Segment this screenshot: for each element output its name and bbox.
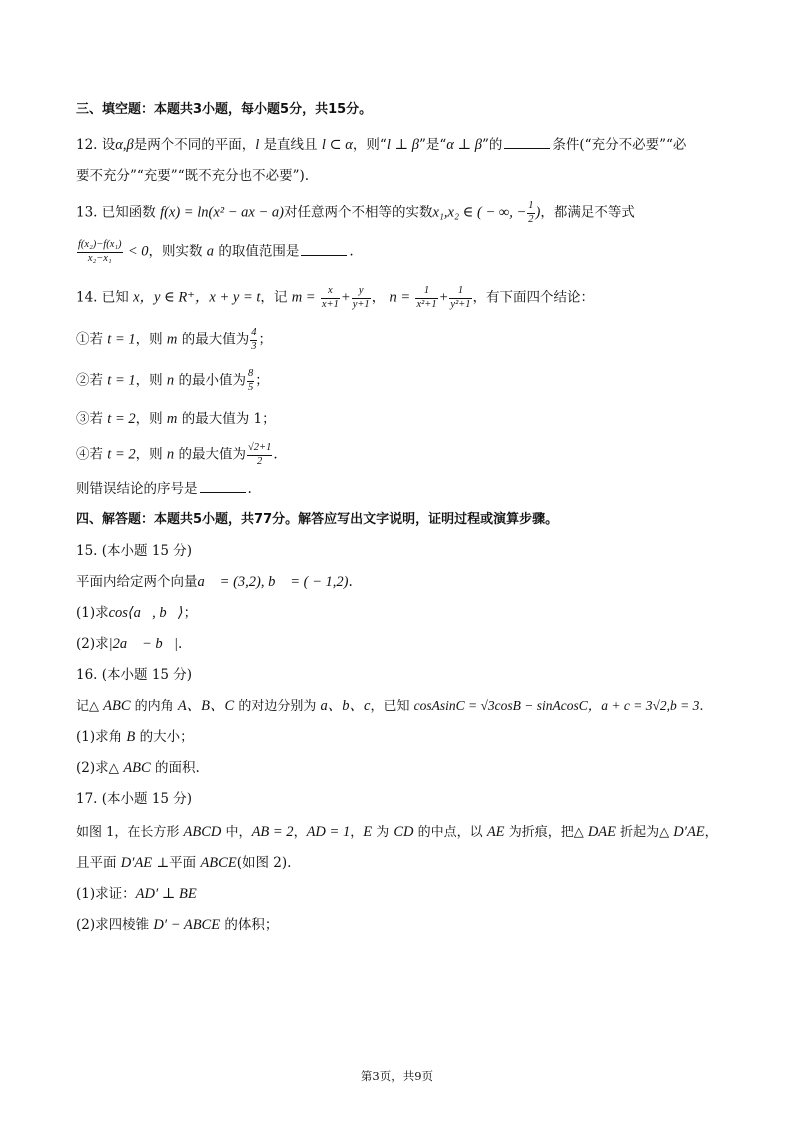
question-17-title: 17. (本小题 15 分) xyxy=(76,791,193,807)
question-16-stem: 记△ ABC 的内角 A、B、C 的对边分别为 a、b、c，已知 cosAsinC = √3cosB − sinAcosC，a + c = 3√2,b = 3. xyxy=(76,698,704,714)
question-14-conclusion-3: ③若 t = 2，则 m 的最大值为 1； xyxy=(76,411,276,427)
section-4-heading: 四、解答题：本题共5小题，共77分。解答应写出文字说明，证明过程或演算步骤。 xyxy=(76,512,559,527)
section-3-heading: 三、填空题：本题共3小题，每小题5分，共15分。 xyxy=(76,102,373,117)
fraction-sqrt2-plus-1-over-2: $\frac{√2+1}{2}$ xyxy=(247,442,272,467)
question-16-part-1: (1)求角 B 的大小； xyxy=(76,729,194,745)
question-14-conclusion-4: ④若 t = 2，则 n 的最大值为 $\frac{√2+1}{2}$ . xyxy=(76,442,278,467)
question-14-conclusion-2: ②若 t = 1，则 n 的最小值为 $\frac{8}{5}$ ； xyxy=(76,368,269,393)
question-15-part-1: (1)求cos⟨a⃗, b⃗⟩； xyxy=(76,605,198,621)
fraction-8-over-5: $\frac{8}{5}$ xyxy=(247,368,254,393)
answer-blank-13 xyxy=(301,243,347,256)
question-12-line-2: 要不充分”“充要”“既不充分也不必要”). xyxy=(76,168,310,184)
question-15-stem: 平面内给定两个向量a⃗ = (3,2), b⃗ = ( − 1,2). xyxy=(76,574,353,590)
page-number-footer: 第3页，共9页 xyxy=(360,1069,434,1083)
question-13-line-1: 13. 已知函数 f(x) = ln(x² − ax − a)对任意两个不相等的实数x₁,x₂ ∈ ( − ∞, − $\frac{1}{2}$ )，都满足不等式 xyxy=(76,200,635,225)
question-15-part-2: (2)求|2a⃗ − b⃗|. xyxy=(76,636,183,652)
answer-blank-12 xyxy=(504,136,550,149)
question-17-part-1: (1)求证：AD′ ⊥ BE xyxy=(76,886,197,902)
fraction-x-over-x-plus-1: $\frac{x}{x+1}$ xyxy=(321,285,339,310)
fraction-y-over-y-plus-1: $\frac{y}{y+1}$ xyxy=(352,285,370,310)
fraction-1-over-y2-plus-1: $\frac{1}{\text{y²+1}}$ xyxy=(450,285,471,310)
fraction-4-over-3: $\frac{4}{3}$ xyxy=(251,327,257,352)
question-17-stem-line-2: 且平面 D′AE ⊥平面 ABCE(如图 2). xyxy=(76,855,292,871)
question-14-line-1: 14. 已知 x，y ∈ R⁺，x + y = t，记 m = $\frac{x}{x+1}$ + $\frac{y}{y+1}$ ， n = $\frac{1}{\text{x²+1}}$ + $\frac{1}{\text{y²+1}}$ ，有下面四个结论： xyxy=(76,285,595,310)
question-17-part-2: (2)求四棱锥 D′ − ABCE 的体积； xyxy=(76,917,279,933)
question-16-part-2: (2)求△ ABC 的面积. xyxy=(76,760,200,776)
difference-quotient-fraction: $\frac{\text{f(x₂)−f(x₁)}}{\text{x₂−x₁}}$ xyxy=(78,239,122,264)
question-16-title: 16. (本小题 15 分) xyxy=(76,667,193,683)
fraction-1-over-x2-plus-1: $\frac{1}{\text{x²+1}}$ xyxy=(416,285,437,310)
question-14-conclusion-1: ①若 t = 1，则 m 的最大值为 $\frac{4}{3}$ ； xyxy=(76,327,272,352)
fraction-one-half: $\frac{1}{2}$ xyxy=(528,200,534,225)
question-14-ask: 则错误结论的序号是 . xyxy=(76,481,252,497)
question-12-line-1: 12. 设α,β是两个不同的平面，l 是直线且 l ⊂ α，则“l ⊥ β”是“α ⊥ β”的 条件(“充分不必要”“必 xyxy=(76,137,687,153)
question-17-stem-line-1: 如图 1，在长方形 ABCD 中，AB = 2，AD = 1，E 为 CD 的中点，以 AE 为折痕，把△ DAE 折起为△ D′AE， xyxy=(76,824,718,840)
question-15-title: 15. (本小题 15 分) xyxy=(76,543,193,559)
answer-blank-14 xyxy=(200,480,246,493)
question-13-line-2: $\frac{\text{f(x₂)−f(x₁)}}{\text{x₂−x₁}}$ < 0，则实数 a 的取值范围是 . xyxy=(78,239,354,264)
